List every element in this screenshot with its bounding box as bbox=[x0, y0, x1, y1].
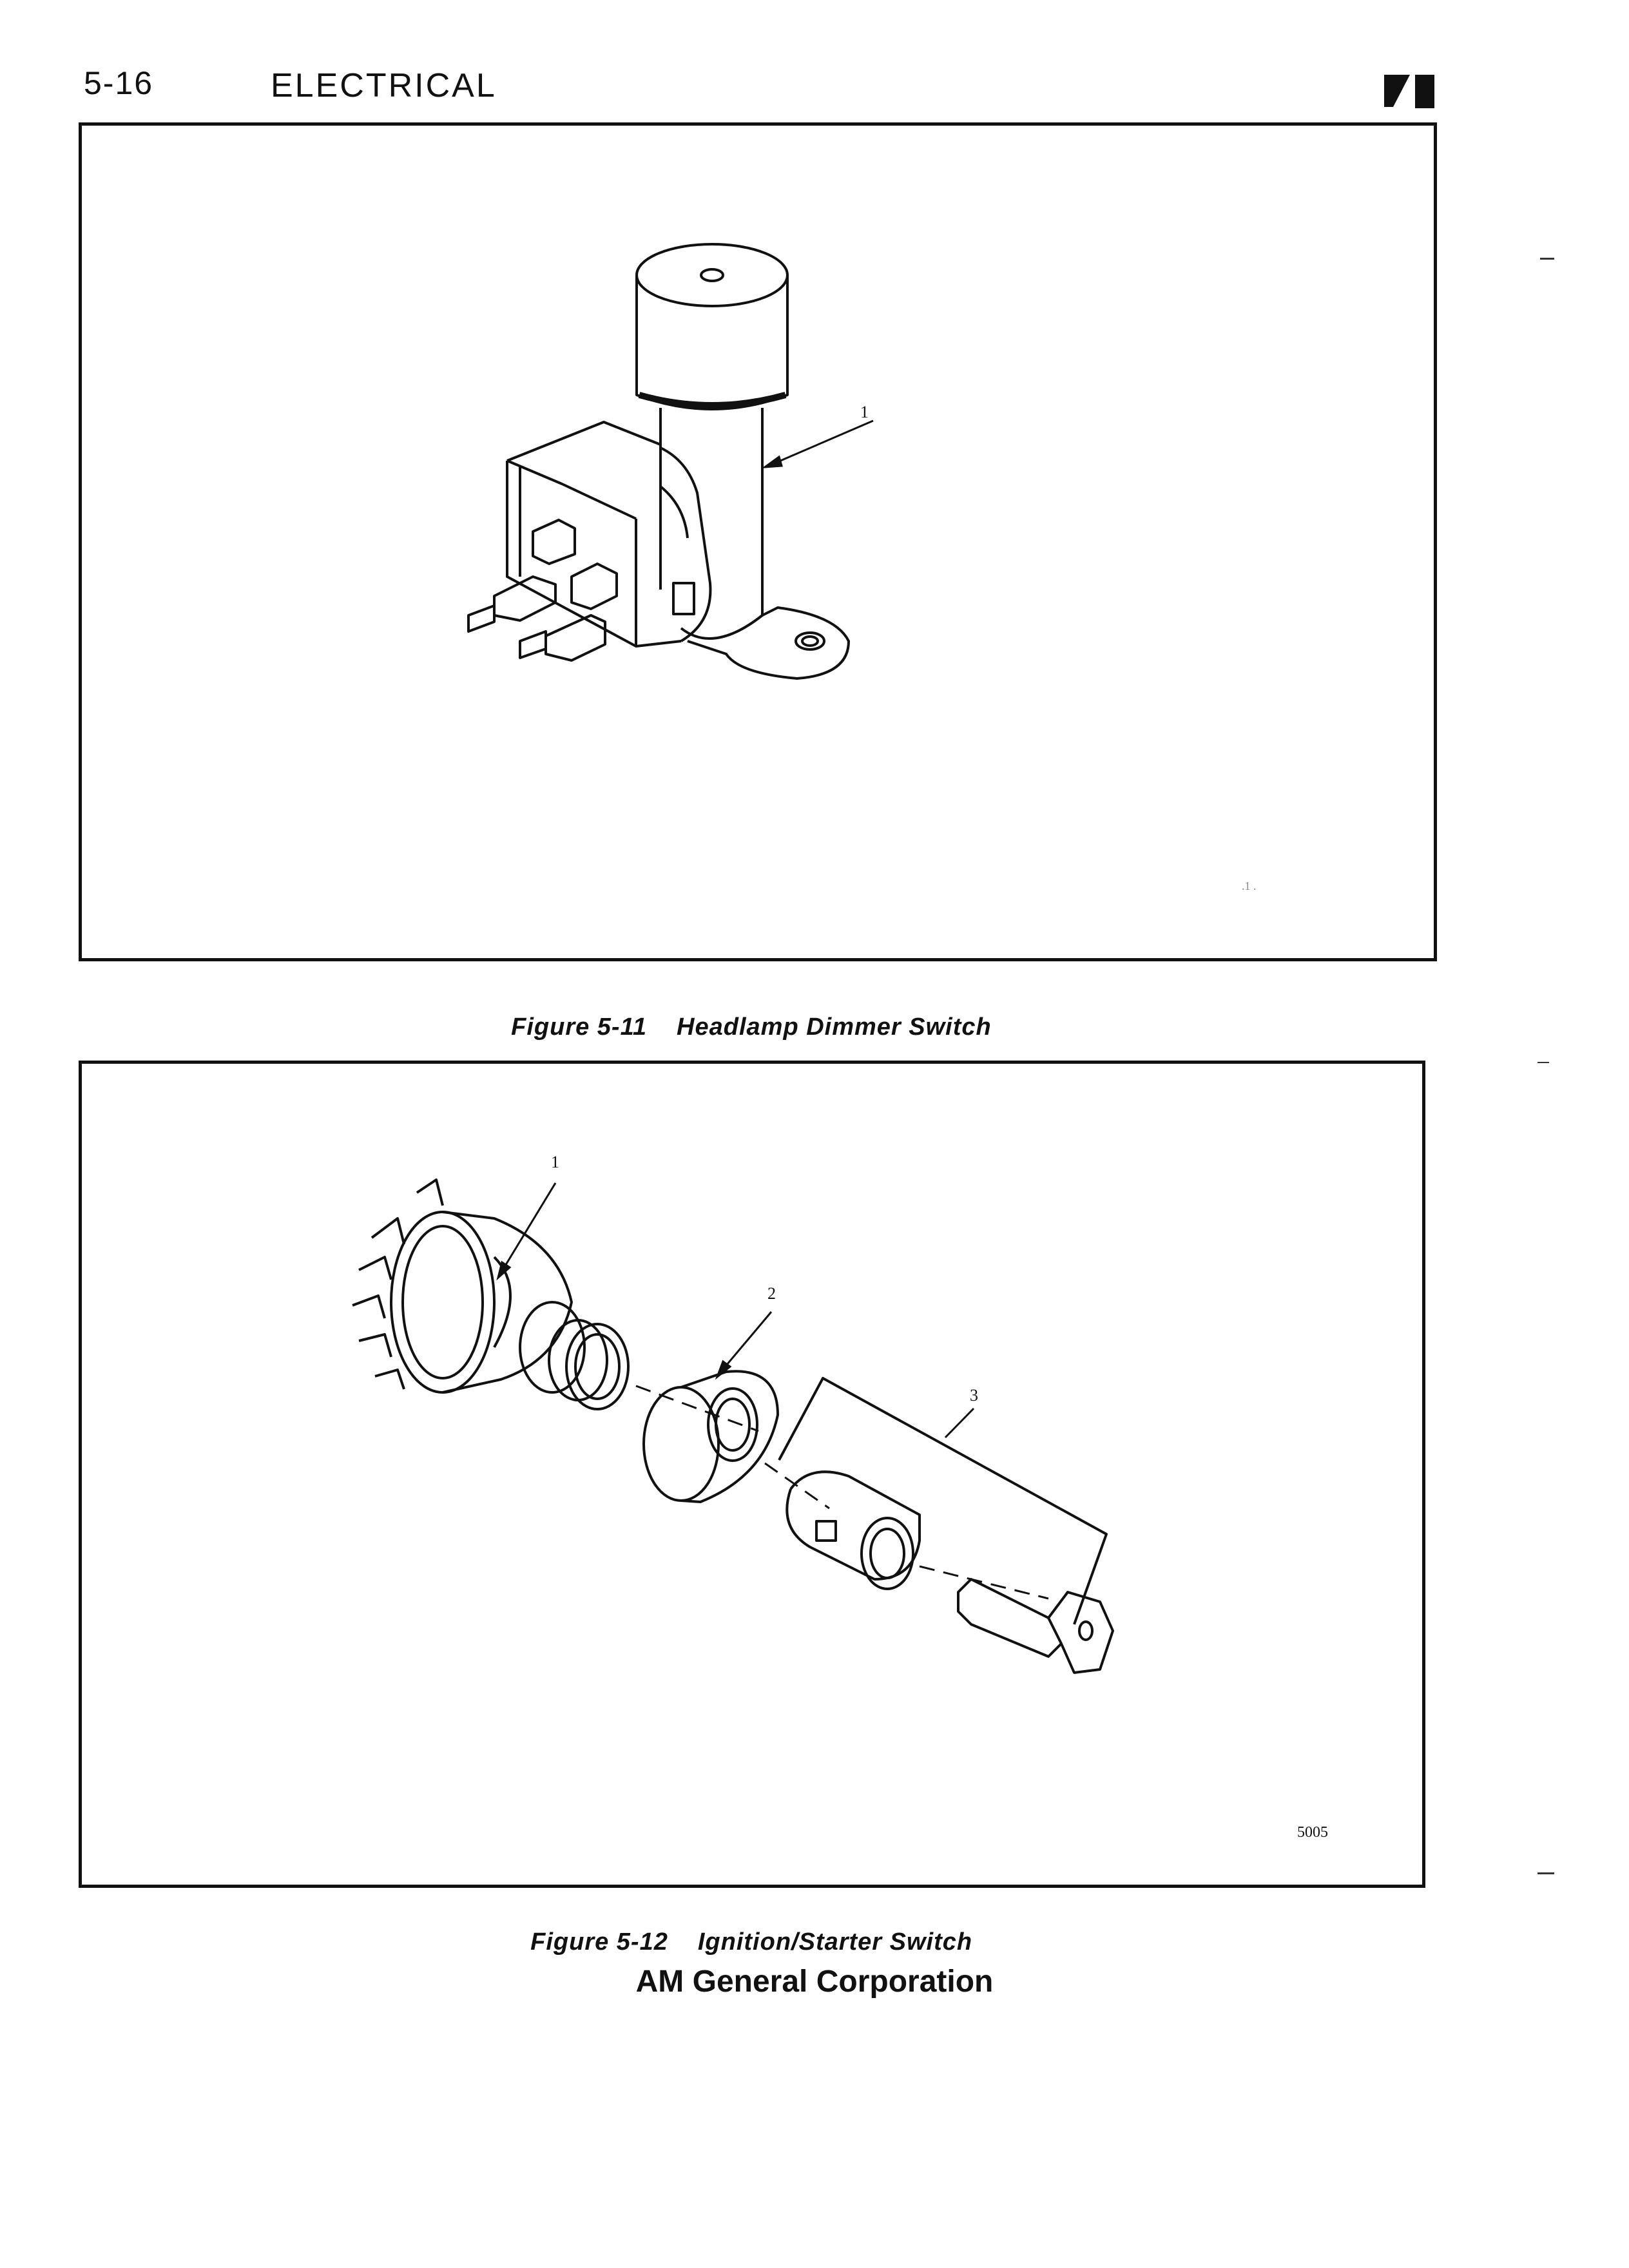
ignition-starter-switch-illustration bbox=[82, 1064, 1422, 1885]
caption-title: Headlamp Dimmer Switch bbox=[677, 1014, 992, 1041]
margin-mark bbox=[1537, 1062, 1549, 1063]
page-number: 5-16 bbox=[84, 65, 154, 101]
figure-5-11-frame bbox=[79, 122, 1437, 961]
callout-1: 1 bbox=[860, 403, 869, 421]
callout-3: 3 bbox=[970, 1386, 978, 1405]
caption-title: Ignition/Starter Switch bbox=[697, 1928, 973, 1956]
callout-1: 1 bbox=[551, 1153, 559, 1171]
am-general-logo-icon bbox=[1384, 72, 1437, 110]
figure-corner-mark: .1 . bbox=[1242, 879, 1257, 892]
caption-number: Figure 5-11 bbox=[511, 1014, 648, 1041]
figure-code: 5005 bbox=[1297, 1824, 1328, 1841]
figure-5-11-caption bbox=[496, 986, 992, 1041]
figure-5-12-caption bbox=[516, 1901, 972, 1956]
headlamp-dimmer-switch-illustration bbox=[82, 126, 1434, 958]
caption-number: Figure 5-12 bbox=[530, 1928, 668, 1956]
callout-2: 2 bbox=[767, 1284, 776, 1303]
section-title: ELECTRICAL bbox=[271, 67, 497, 104]
margin-mark bbox=[1537, 1872, 1554, 1874]
margin-mark bbox=[1540, 258, 1554, 260]
footer-company: AM General Corporation bbox=[635, 1965, 994, 1999]
figure-5-12-frame bbox=[79, 1061, 1425, 1888]
